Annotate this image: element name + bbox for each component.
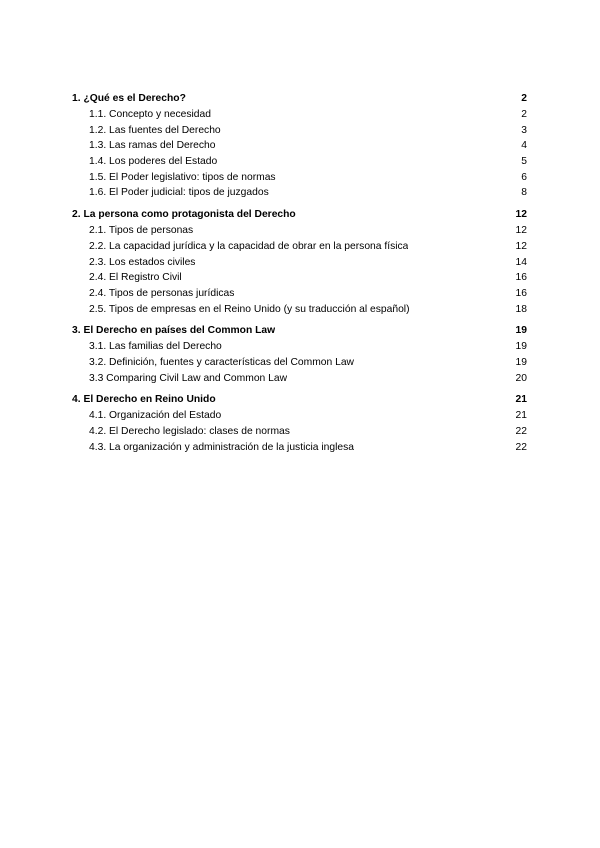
- toc-entry-page: 22: [515, 426, 527, 437]
- toc-entry-page: 19: [515, 341, 527, 353]
- toc-entry[interactable]: [72, 302, 527, 318]
- toc-entry[interactable]: [72, 107, 527, 123]
- toc-section-1: [72, 91, 527, 201]
- toc-entry-page: 12: [515, 240, 527, 252]
- toc-entry[interactable]: [72, 408, 527, 424]
- toc-entry-title: 1.2. Las fuentes del Derecho: [89, 124, 221, 136]
- toc-entry[interactable]: [72, 154, 527, 170]
- toc-entry-page: 16: [515, 272, 527, 284]
- toc-section-2: [72, 207, 527, 317]
- toc-entry-title: 3.3 Comparing Civil Law and Common Law: [89, 372, 288, 384]
- toc-entry[interactable]: [72, 223, 527, 239]
- toc-entry[interactable]: [72, 239, 527, 255]
- toc-entry-page: 21: [515, 410, 527, 422]
- toc-entry-title: 2.1. Tipos de personas: [89, 225, 194, 237]
- toc-entry-title: 3.1. Las familias del Derecho: [89, 341, 222, 353]
- toc-entry-title: 2.4. El Registro Civil: [89, 272, 182, 284]
- toc-section-4: [72, 392, 527, 455]
- toc-entry-title: 1.3. Las ramas del Derecho: [89, 140, 216, 152]
- toc-entry-title: 2.2. La capacidad jurídica y la capacidad de obrar en la persona física: [89, 240, 409, 252]
- toc-entry-page: 5: [521, 156, 527, 168]
- toc-heading-title: 3. El Derecho en países del Common Law: [72, 325, 276, 337]
- toc-heading-page: 2: [521, 93, 527, 104]
- toc-heading-page: 12: [515, 209, 527, 221]
- toc-entry-page: 8: [521, 187, 527, 199]
- toc-heading[interactable]: [72, 91, 527, 107]
- toc-entry-page: 14: [515, 256, 527, 268]
- toc-entry[interactable]: [72, 123, 527, 139]
- toc-entry-title: 3.2. Definición, fuentes y características del Common Law: [89, 356, 354, 368]
- toc-entry-page: 6: [521, 171, 527, 183]
- toc-heading[interactable]: [72, 392, 527, 408]
- toc-entry-page: 19: [515, 356, 527, 368]
- toc-entry-title: 1.1. Concepto y necesidad: [89, 109, 211, 120]
- toc-heading[interactable]: [72, 207, 527, 223]
- toc-entry-title: 1.4. Los poderes del Estado: [89, 156, 218, 168]
- toc-entry[interactable]: [72, 339, 527, 355]
- toc-entry-page: 20: [515, 372, 527, 384]
- toc-entry-page: 4: [521, 140, 527, 152]
- toc-heading-title: 4. El Derecho en Reino Unido: [72, 394, 216, 406]
- toc-entry[interactable]: [72, 440, 527, 456]
- toc-entry[interactable]: [72, 371, 527, 387]
- toc-entry-title: 2.3. Los estados civiles: [89, 256, 196, 268]
- toc-entry[interactable]: [72, 138, 527, 154]
- toc-entry-page: 3: [521, 124, 527, 136]
- toc-entry[interactable]: [72, 355, 527, 371]
- toc-entry-page: 16: [515, 287, 527, 299]
- toc-heading[interactable]: [72, 323, 527, 339]
- toc-entry-title: 4.2. El Derecho legislado: clases de normas: [89, 426, 290, 437]
- toc-entry[interactable]: [72, 270, 527, 286]
- toc-entry-title: 1.5. El Poder legislativo: tipos de normas: [89, 171, 276, 183]
- toc-entry-page: 2: [521, 109, 527, 120]
- toc-entry[interactable]: [72, 286, 527, 302]
- toc-entry-page: 22: [515, 441, 527, 453]
- toc-entry[interactable]: [72, 170, 527, 186]
- toc-heading-page: 19: [515, 325, 527, 337]
- toc-entry[interactable]: [72, 185, 527, 201]
- toc-heading-title: 2. La persona como protagonista del Derecho: [72, 209, 296, 221]
- toc-entry-page: 18: [515, 303, 527, 315]
- toc-section-3: [72, 323, 527, 386]
- toc-heading-page: 21: [515, 394, 527, 406]
- toc-entry-title: 4.1. Organización del Estado: [89, 410, 222, 422]
- table-of-contents: [72, 91, 527, 461]
- toc-entry[interactable]: [72, 424, 527, 440]
- toc-entry-title: 1.6. El Poder judicial: tipos de juzgados: [89, 187, 269, 199]
- toc-heading-title: 1. ¿Qué es el Derecho?: [72, 93, 186, 104]
- toc-entry-title: 2.4. Tipos de personas jurídicas: [89, 287, 235, 299]
- toc-entry[interactable]: [72, 255, 527, 271]
- toc-entry-title: 2.5. Tipos de empresas en el Reino Unido (y su traducción al español): [89, 303, 410, 315]
- toc-entry-page: 12: [515, 225, 527, 237]
- toc-entry-title: 4.3. La organización y administración de la justicia inglesa: [89, 441, 355, 453]
